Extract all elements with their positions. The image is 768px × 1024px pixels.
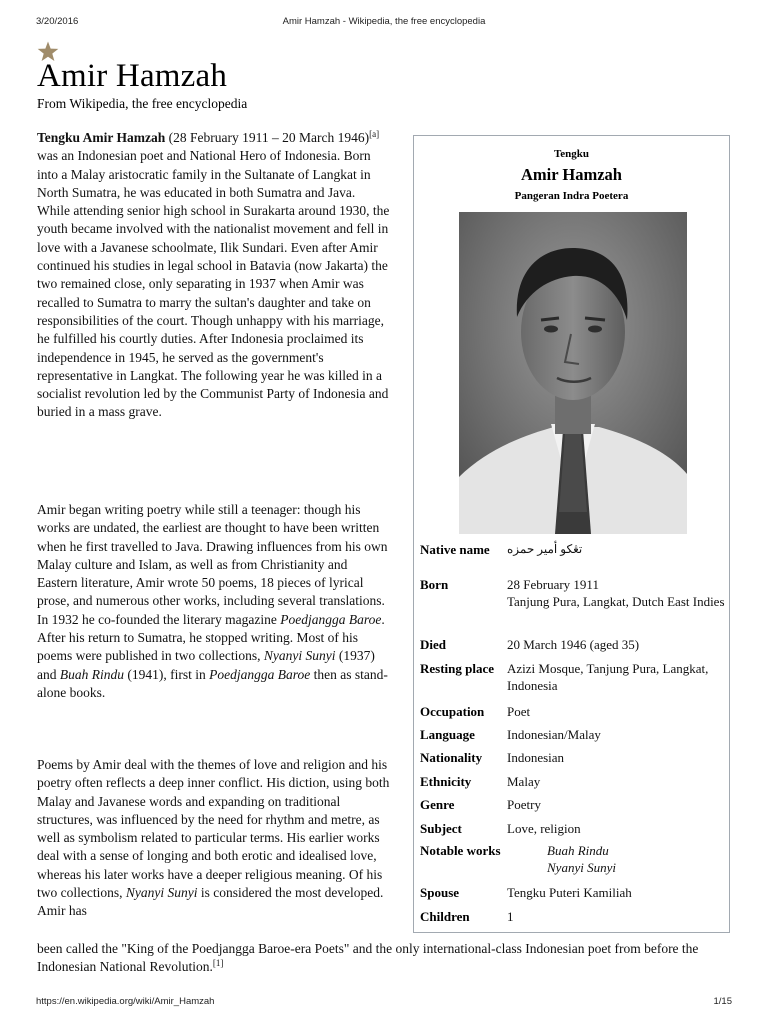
infobox-value [507, 842, 725, 876]
infobox [413, 135, 730, 933]
print-footer [36, 996, 732, 1010]
article-title: Amir Hamzah [37, 58, 228, 94]
subject-dates: (28 February 1911 – 20 March 1946) [165, 130, 370, 145]
print-title: Amir Hamzah - Wikipedia, the free encyclopedia [282, 16, 486, 27]
lead-paragraph-3 [37, 756, 391, 921]
lead-paragraph-1 [37, 129, 391, 422]
footnote-a-link[interactable]: [a] [369, 129, 380, 139]
lead-paragraph-2 [37, 501, 391, 702]
infobox-label: Spouse [420, 885, 460, 900]
infobox-label: Children [420, 909, 470, 924]
infobox-label: Notable works [420, 843, 501, 858]
infobox-value: Indonesian [507, 750, 565, 765]
infobox-label: Genre [420, 797, 455, 812]
infobox-value: Indonesian/Malay [507, 727, 601, 742]
born-place[interactable]: Tanjung Pura, Langkat, Dutch East Indies [507, 594, 725, 609]
infobox-label: Language [420, 727, 475, 742]
paragraph-text: . After his return to Sumatra, he stopped writing. Most of his poems were published in two collections, [37, 611, 385, 664]
paragraph-text: (1937) and [37, 648, 375, 682]
infobox-value: Love, religion [507, 821, 581, 836]
paragraph-text: is considered the most developed. Amir has [37, 885, 384, 919]
print-url: https://en.wikipedia.org/wiki/Amir_Hamzah [36, 996, 215, 1007]
paragraph-text: was an Indonesian poet and National Hero of Indonesia. Born into a Malay aristocratic family in the Sultanate of Langkat in North Sumatra, he was educated in both Sumatra and Java. While attending senior high school in Surakarta around 1930, the youth became involved with the nationalist movement and fell in love with a Javanese schoolmate, Ilik Sundari. Even after Amir continued his studies in legal school in Batavia (now Jakarta) the two remained close, only separating in 1937 when Amir was recalled to Sumatra to marry the sultan's daughter and take on responsibilities of the court. Though unhappy with his marriage, he fulfilled his courtly duties. After Indonesia proclaimed its independence in 1945, he served as the government's representative in Langkat. The following year he was killed in a socialist revolution led by the Communist Party of Indonesia and buried in a mass grave. [37, 148, 390, 420]
infobox-label: Occupation [420, 704, 485, 719]
footnote-1-link[interactable]: [1] [212, 958, 224, 969]
paragraph-text: then as stand-alone books. [37, 666, 388, 700]
work-title: Nyanyi Sunyi [125, 885, 198, 901]
infobox-value: Poet [507, 704, 531, 719]
print-page-number: 1/15 [713, 996, 732, 1007]
print-header [36, 16, 732, 30]
lead-paragraph-3-continued [37, 940, 717, 977]
paragraph-text: (1941), first in [124, 666, 210, 682]
infobox-label: Native name [420, 542, 490, 557]
infobox-honorific-suffix: Pangeran Indra Poetera [514, 190, 629, 202]
infobox-label: Died [420, 637, 446, 652]
infobox-value: تڠكو أمير حمزه [507, 542, 583, 556]
paragraph-text: Amir began writing poetry while still a teenager: though his works are undated, the earliest are thought to have been written when he first travelled to Java. Drawing influences from his own Malay culture and Islam, as well as from Christianity and Eastern literature, Amir wrote 50 poems, 18 pieces of lyrical prose, and numerous other works, including several translations. In 1932 he co-founded the literary magazine [37, 502, 388, 627]
work-title: Buah Rindu [59, 666, 124, 682]
infobox-honorific-prefix: Tengku [553, 148, 590, 160]
work-title: Nyanyi Sunyi [263, 648, 336, 664]
infobox-label: Ethnicity [420, 774, 472, 789]
infobox-value[interactable]: Azizi Mosque, Tanjung Pura, Langkat, Indonesia [507, 661, 709, 693]
notable-work-link[interactable]: Buah Rindu [547, 843, 609, 858]
subject-name: Tengku Amir Hamzah [37, 130, 166, 145]
article-tagline: From Wikipedia, the free encyclopedia [37, 96, 248, 111]
infobox-value: 20 March 1946 (aged 35) [507, 637, 640, 652]
work-title: Poedjangga Baroe [280, 611, 382, 627]
born-date: 28 February 1911 [507, 577, 599, 592]
paragraph-text: Poems by Amir deal with the themes of love and religion and his poetry often reflects a deep inner conflict. His diction, using both Malay and Javanese words and expanding on traditional structures, was influenced by the need for rhythm and metre, as well as symbolism related to particular terms. His earlier works deal with a sense of longing and both erotic and idealised love, whereas his later works have a deeper religious meaning. Of his two collections, [37, 757, 390, 901]
infobox-value: Poetry [507, 797, 541, 812]
infobox-value: Malay [507, 774, 541, 789]
infobox-value [507, 576, 725, 610]
work-title: Poedjangga Baroe [209, 666, 311, 682]
infobox-label: Nationality [420, 750, 483, 765]
portrait-photo[interactable] [459, 212, 687, 534]
paragraph-text: been called the "King of the Poedjangga Baroe-era Poets" and the only international-class Indonesian poet from before the Indonesian National Revolution. [37, 941, 699, 975]
infobox-label: Subject [420, 821, 462, 836]
infobox-value: 1 [507, 909, 514, 924]
print-date: 3/20/2016 [36, 16, 79, 27]
infobox-name: Amir Hamzah [521, 165, 622, 184]
infobox-value: Tengku Puteri Kamiliah [507, 885, 632, 900]
infobox-label: Resting place [420, 661, 495, 676]
infobox-label: Born [420, 577, 449, 592]
notable-work-link[interactable]: Nyanyi Sunyi [547, 860, 616, 875]
